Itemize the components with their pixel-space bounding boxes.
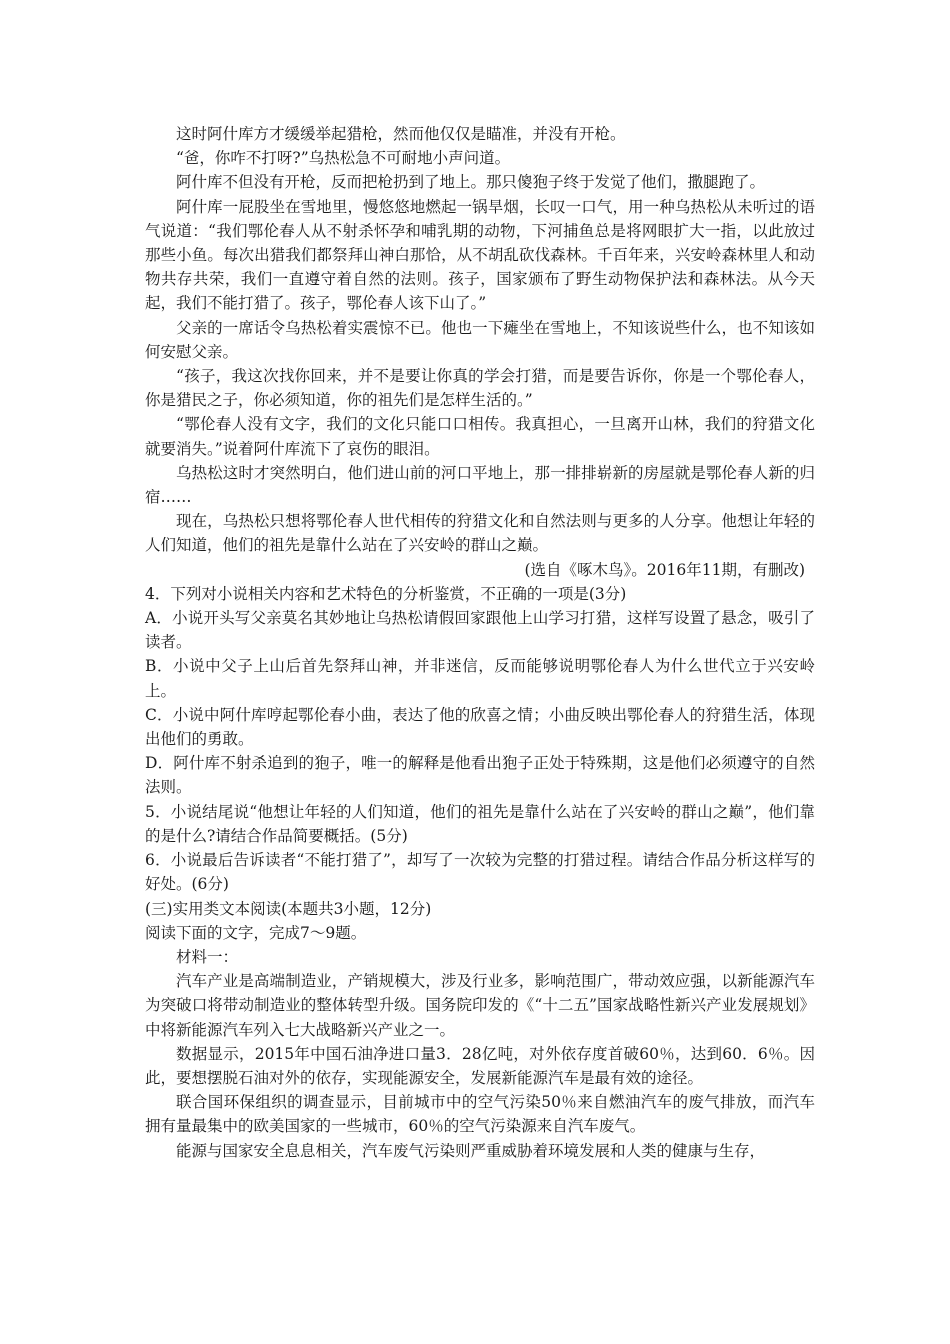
source-citation: (选自《啄木鸟》。2016年11期，有删改) <box>524 560 805 579</box>
question-5: 5．小说结尾说“他想让年轻的人们知道，他们的祖先是靠什么站在了兴安岭的群山之巅”，他们靠的是什么?请结合作品简要概括。(5分) <box>145 802 815 845</box>
story-paragraph-7: “鄂伦春人没有文字，我们的文化只能口口相传。我真担心，一旦离开山林，我们的狩猎文化就要消失。”说着阿什库流下了哀伤的眼泪。 <box>145 415 815 458</box>
story-paragraph-8: 乌热松这时才突然明白，他们进山前的河口平地上，那一排排崭新的房屋就是鄂伦春人新的归宿…… <box>145 463 815 507</box>
story-paragraph-9: 现在，乌热松只想将鄂伦春人世代相传的狩猎文化和自然法则与更多的人分享。他想让年轻的人们知道，他们的祖先是靠什么站在了兴安岭的群山之巅。 <box>145 512 815 555</box>
section-3-heading: (三)实用类文本阅读(本题共3小题，12分) <box>145 899 432 918</box>
question-4-option-c: C．小说中阿什库哼起鄂伦春小曲，表达了他的欣喜之情；小曲反映出鄂伦春人的狩猎生活，体现出他们的勇敢。 <box>145 705 815 749</box>
story-paragraph-3: 阿什库不但没有开枪，反而把枪扔到了地上。那只傻狍子终于发觉了他们，撒腿跑了。 <box>176 173 766 192</box>
material-1-paragraph-4: 能源与国家安全息息相关，汽车废气污染则严重威胁着环境发展和人类的健康与生存， <box>176 1141 766 1160</box>
story-paragraph-4: 阿什库一屁股坐在雪地里，慢悠悠地燃起一锅旱烟，长叹一口气，用一种乌热松从未听过的语气说道：“我们鄂伦春人从不射杀怀孕和哺乳期的动物，下河捕鱼总是将网眼扩大一指，以此放过那些小鱼。每次出猎我们都祭拜山神白那恰，从不胡乱砍伐森林。千百年来，兴安岭森林里人和动物共存共荣，我们一直遵守着自然的法则。孩子，国家颁布了野生动物保护法和森林法。从今天起，我们不能打猎了。孩子，鄂伦春人该下山了。” <box>145 197 815 313</box>
story-paragraph-2: “爸，你咋不打呀?”乌热松急不可耐地小声问道。 <box>176 149 511 168</box>
question-4-stem: 4．下列对小说相关内容和艺术特色的分析鉴赏，不正确的一项是(3分) <box>145 584 627 603</box>
material-1-paragraph-2: 数据显示，2015年中国石油净进口量3．28亿吨，对外依存度首破60％，达到60．6％。因此，要想摆脱石油对外的依存，实现能源安全，发展新能源汽车是最有效的途径。 <box>145 1044 815 1087</box>
material-1-paragraph-1: 汽车产业是高端制造业，产销规模大，涉及行业多，影响范围广，带动效应强，以新能源汽车为突破口将带动制造业的整体转型升级。国务院印发的《“十二五”国家战略性新兴产业发展规划》中将新能源汽车列入七大战略新兴产业之一。 <box>145 972 815 1039</box>
document-page <box>145 122 815 1163</box>
question-4-option-d: D．阿什库不射杀追到的狍子，唯一的解释是他看出狍子正处于特殊期，这是他们必须遵守的自然法则。 <box>145 754 815 797</box>
question-4-option-b: B．小说中父子上山后首先祭拜山神，并非迷信，反而能够说明鄂伦春人为什么世代立于兴安岭上。 <box>145 657 815 700</box>
story-paragraph-5: 父亲的一席话令乌热松着实震惊不已。他也一下瘫坐在雪地上，不知该说些什么，也不知该如何安慰父亲。 <box>145 318 815 361</box>
material-1-paragraph-3: 联合国环保组织的调查显示，目前城市中的空气污染50％来自燃油汽车的废气排放，而汽车拥有量最集中的欧美国家的一些城市，60％的空气污染源来自汽车废气。 <box>145 1093 815 1136</box>
material-1-label: 材料一： <box>176 947 239 966</box>
story-paragraph-1: 这时阿什库方才缓缓举起猎枪，然而他仅仅是瞄准，并没有开枪。 <box>176 125 626 143</box>
story-paragraph-6: “孩子，我这次找你回来，并不是要让你真的学会打猎，而是要告诉你，你是一个鄂伦春人，你是猎民之子，你必须知道，你的祖先们是怎样生活的。” <box>145 367 815 410</box>
section-3-instruction: 阅读下面的文字，完成7～9题。 <box>145 923 367 942</box>
question-6: 6．小说最后告诉读者“不能打猎了”，却写了一次较为完整的打猎过程。请结合作品分析这样写的好处。(6分) <box>145 851 815 894</box>
question-4-option-a: A．小说开头写父亲莫名其妙地让乌热松请假回家跟他上山学习打猎，这样写设置了悬念，吸引了读者。 <box>145 609 815 652</box>
